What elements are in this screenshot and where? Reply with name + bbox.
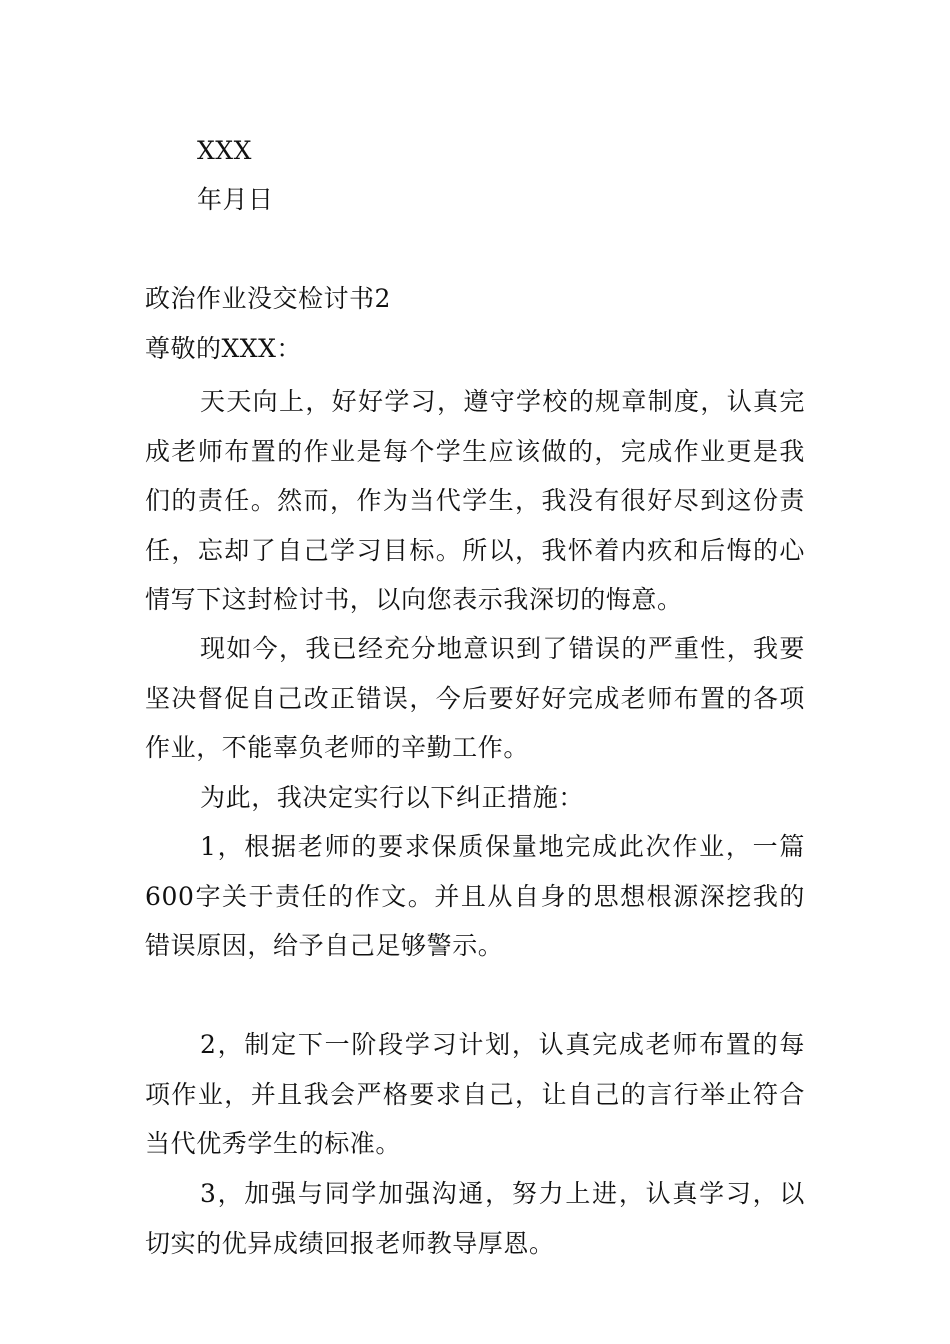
letter-salutation: 尊敬的XXX： [145,334,302,363]
letter-title: 政治作业没交检讨书2 [145,284,391,313]
measure-item: 2，制定下一阶段学习计划，认真完成老师布置的每项作业，并且我会严格要求自己，让自己的言行举止符合当代优秀学生的标准。 [145,1030,805,1158]
signature-date: 年月日 [197,185,274,214]
body-paragraph: 天天向上，好好学习，遵守学校的规章制度，认真完成老师布置的作业是每个学生应该做的，完成作业更是我们的责任。然而，作为当代学生，我没有很好尽到这份责任，忘却了自己学习目标。所以，我怀着内疚和后悔的心情写下这封检讨书，以向您表示我深切的悔意。 [145,387,805,614]
measure-item: 3，加强与同学加强沟通，努力上进，认真学习，以切实的优异成绩回报老师教导厚恩。 [145,1179,805,1258]
signature-name: XXX [197,136,252,165]
body-paragraph: 现如今，我已经充分地意识到了错误的严重性，我要坚决督促自己改正错误，今后要好好完成老师布置的各项作业，不能辜负老师的辛勤工作。 [145,634,805,762]
body-paragraph: 为此，我决定实行以下纠正措施： [200,783,585,812]
measure-item: 1，根据老师的要求保质保量地完成此次作业，一篇600字关于责任的作文。并且从自身的思想根源深挖我的错误原因，给予自己足够警示。 [145,832,805,960]
